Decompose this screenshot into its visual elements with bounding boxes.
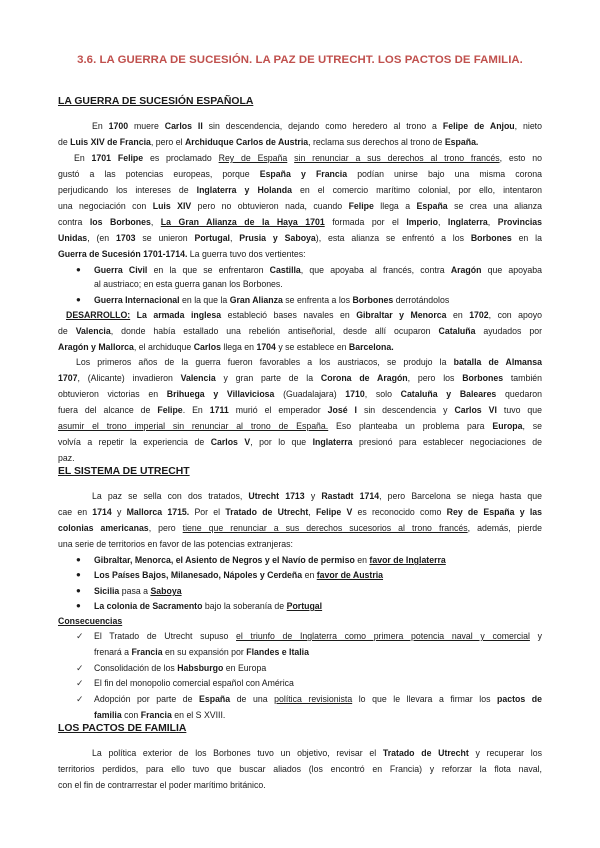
bullet-icon: ● <box>76 601 81 610</box>
paragraph-line: volvía a repetir la experiencia de Carlos V, por lo que Inglaterra presionó para establecer negociaciones de <box>58 437 543 447</box>
list-item: Sicilia pasa a Saboya <box>94 586 182 596</box>
paragraph-line: Los primeros años de la guerra fueron favorables a los austriacos, se produjo la batalla de Almansa <box>76 357 542 367</box>
list-item: Gibraltar, Menorca, el Asiento de Negros y el Navío de permiso en favor de Inglaterra <box>94 555 446 565</box>
bullet-icon: ● <box>76 570 81 579</box>
paragraph-line: con el fin de contrarrestar el poder marítimo británico. <box>58 780 266 790</box>
paragraph-line: una negociación con Luis XIV pero no obtuvieron nada, cuando Felipe llega a España se crea una alianza <box>58 201 543 211</box>
paragraph-line: contra los Borbones, La Gran Alianza de la Haya 1701 formada por el Imperio, Inglaterra, Provincias <box>58 217 542 227</box>
paragraph-line: Guerra de Sucesión 1701-1714. La guerra tuvo dos vertientes: <box>58 249 306 259</box>
bullet-icon: ● <box>76 555 81 564</box>
paragraph-line: La paz se sella con dos tratados, Utrecht 1713 y Rastadt 1714, pero Barcelona se niega hasta que <box>92 491 542 501</box>
list-item: frenará a Francia en su expansión por Flandes e Italia <box>94 647 309 657</box>
checkmark-icon: ✓ <box>76 678 84 688</box>
list-item: Guerra Internacional en la que la Gran Alianza se enfrenta a los Borbones derrotándolos <box>94 295 450 305</box>
paragraph-line: colonias americanas, pero tiene que renunciar a sus derechos sucesorios al trono francés, además, pierde <box>58 523 542 533</box>
list-item: El Tratado de Utrecht supuso el triunfo de Inglaterra como primera potencia naval y comercial y <box>94 631 542 641</box>
paragraph-line: de Valencia, donde había estallado una rebelión antiseñorial, desde allí ocuparon Cataluña ayudados por <box>58 326 542 336</box>
bullet-icon: ● <box>76 265 81 274</box>
paragraph-line: obtuvieron victorias en Brihuega y Villaviciosa (Guadalajara) 1710, solo Cataluña y Baleares quedaron <box>58 389 542 399</box>
checkmark-icon: ✓ <box>76 694 84 704</box>
paragraph-line: En 1701 Felipe es proclamado Rey de España sin renunciar a sus derechos al trono francés, esto no <box>74 153 542 163</box>
checkmark-icon: ✓ <box>76 631 84 641</box>
paragraph-line: de Luis XIV de Francia, pero el Archiduque Carlos de Austria, reclama sus derechos al trono de España. <box>58 137 479 147</box>
paragraph-line: 1707, (Alicante) invadieron Valencia y gran parte de la Corona de Aragón, pero los Borbones también <box>58 373 542 383</box>
list-item: La colonia de Sacramento bajo la soberanía de Portugal <box>94 601 323 611</box>
list-item: Consolidación de los Habsburgo en Europa <box>94 663 267 673</box>
section-heading-pactos-familia: LOS PACTOS DE FAMILIA <box>58 723 187 734</box>
bullet-icon: ● <box>76 586 81 595</box>
paragraph-line: La política exterior de los Borbones tuvo un objetivo, revisar el Tratado de Utrecht y recuperar los <box>92 748 542 758</box>
paragraph-line: Aragón y Mallorca, el archiduque Carlos llega en 1704 y se establece en Barcelona. <box>58 342 394 352</box>
list-item: al austriaco; en esta guerra ganan los Borbones. <box>94 279 283 289</box>
bullet-icon: ● <box>76 295 81 304</box>
list-item: Adopción por parte de España de una política revisionista lo que le llevara a firmar los pactos de <box>94 694 542 704</box>
page-title: 3.6. LA GUERRA DE SUCESIÓN. LA PAZ DE UTRECHT. LOS PACTOS DE FAMILIA. <box>77 54 523 66</box>
paragraph-line: gustó a las potencias europeas, porque España y Francia podían unirse bajo una misma corona <box>58 169 542 179</box>
paragraph-line: Unidas, (en 1703 se unieron Portugal, Prusia y Saboya), esta alianza se enfrentó a los Borbones en la <box>58 233 542 243</box>
paragraph-line: En 1700 muere Carlos II sin descendencia, dejando como heredero al trono a Felipe de Anjou, nieto <box>92 121 542 131</box>
paragraph-line: paz. <box>58 453 75 463</box>
paragraph-line: cae en 1714 y Mallorca 1715. Por el Tratado de Utrecht, Felipe V es reconocido como Rey de España y las <box>58 507 542 517</box>
consecuencias-heading: Consecuencias <box>58 616 123 626</box>
section-heading-guerra-sucesion: LA GUERRA DE SUCESIÓN ESPAÑOLA <box>58 96 254 107</box>
list-item: Guerra Civil en la que se enfrentaron Castilla, que apoyaba al francés, contra Aragón que apoyaba <box>94 265 542 275</box>
section-heading-sistema-utrecht: EL SISTEMA DE UTRECHT <box>58 466 190 477</box>
paragraph-line: perjudicando los intereses de Inglaterra y Holanda en el comercio marítimo colonial, por ello, intentaron <box>58 185 542 195</box>
list-item: Los Países Bajos, Milanesado, Nápoles y Cerdeña en favor de Austria <box>94 570 384 580</box>
paragraph-line: asumir el trono imperial sin renunciar al trono de España. Eso planteaba un problema para Europa, se <box>58 421 543 431</box>
list-item: El fin del monopolio comercial español con América <box>94 678 294 688</box>
paragraph-line: una serie de territorios en favor de las potencias extranjeras: <box>58 539 293 549</box>
checkmark-icon: ✓ <box>76 663 84 673</box>
paragraph-line: DESARROLLO: La armada inglesa estableció bases navales en Gibraltar y Menorca en 1702, con apoyo <box>66 310 543 320</box>
list-item: familia con Francia en el S XVIII. <box>94 710 226 720</box>
paragraph-line: territorios perdidos, para ello tuvo que buscar aliados (los encontró en Francia) y reforzar la flota naval, <box>58 764 542 774</box>
paragraph-line: fuera del alcance de Felipe. En 1711 murió el emperador José I sin descendencia y Carlos VI tuvo que <box>58 405 542 415</box>
